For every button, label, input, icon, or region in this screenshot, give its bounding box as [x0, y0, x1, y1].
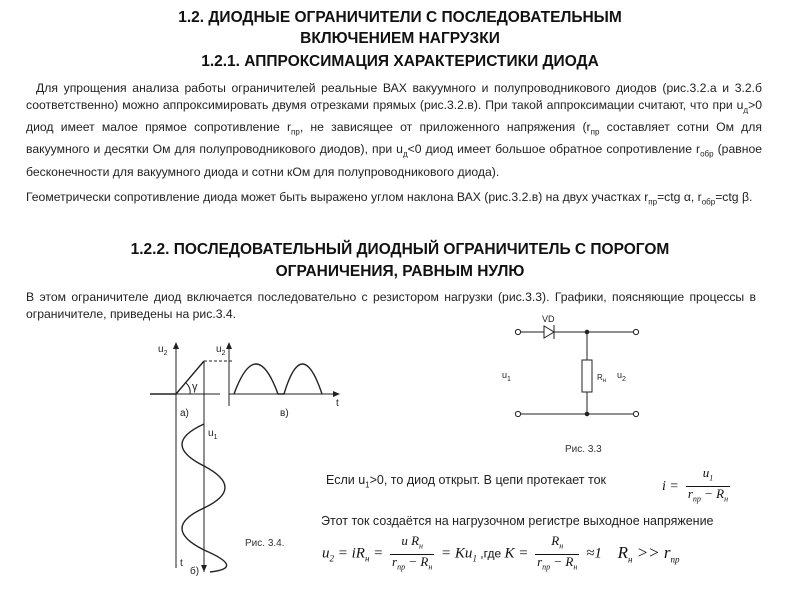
graph-a-label: а)	[180, 408, 189, 419]
circuit-input-label: $u_1$	[502, 370, 511, 383]
junction-bottom	[585, 412, 589, 416]
figure-3-4-caption: Рис. 3.4.	[245, 538, 285, 549]
graph-v-output-wave	[234, 364, 322, 394]
graph-v-time-label: t	[336, 398, 339, 409]
p1-sub-0: д	[743, 105, 749, 115]
diode-vd-icon	[544, 326, 554, 338]
current-lhs: i =	[662, 478, 679, 494]
p1-sub-4: обр	[700, 149, 714, 159]
p1-sub-2: пр	[590, 127, 600, 137]
section2-title-line1: 1.2.2. ПОСЛЕДОВАТЕЛЬНЫЙ ДИОДНЫЙ ОГРАНИЧИТЕЛЬ С ПОРОГОМ	[130, 241, 670, 258]
p1-text-2: , не зависящее от приложенного напряжения (r	[299, 120, 591, 135]
junction-top	[585, 330, 589, 334]
graph-b-time-label: t	[180, 558, 183, 569]
p1-sub-3: д	[402, 149, 408, 159]
p2-text-0: Геометрически сопротивление диода может быть выражено углом наклона ВАХ (рис.3.2.в) на двух участках r	[26, 190, 649, 204]
p1-sub-1: пр	[291, 127, 300, 137]
page-title-line1: 1.2. ДИОДНЫЕ ОГРАНИЧИТЕЛИ С ПОСЛЕДОВАТЕЛЬНЫМ	[178, 9, 622, 26]
output-fraction: $\frac{u R_н}{r_{пр} - R_н}$	[392, 533, 433, 572]
page-title-line2: ВКЛЮЧЕНИЕМ НАГРУЗКИ	[300, 30, 500, 47]
output-terminal-bottom	[633, 411, 638, 416]
graph-a-axis-label: $u_2$	[158, 344, 168, 357]
output-voltage-equation: $u_2 = iR_н$ = $\frac{u R_н}{r_{пр} - R_н}$ = $Ku_1$ ,где K = $\frac{R_н}{r_{пр} - R_н}$ ≈1 $R_н >> r_{пр}$	[322, 534, 680, 574]
section2-title-line2: ОГРАНИЧЕНИЯ, РАВНЫМ НУЛЮ	[275, 263, 525, 280]
input-terminal-bottom	[515, 411, 520, 416]
p2-text-1: =ctg α, r	[657, 190, 702, 204]
graph-left-axis-arrow	[173, 342, 179, 349]
resistor-label: $R_н$	[597, 373, 607, 384]
figure-3-3-caption: Рис. 3.3	[565, 444, 602, 455]
resistor-rn-icon	[582, 360, 592, 392]
section1-paragraph1	[26, 80, 762, 180]
gamma-arc	[186, 383, 190, 394]
section1-title: 1.2.1. АППРОКСИМАЦИЯ ХАРАКТЕРИСТИКИ ДИОДА	[201, 53, 599, 70]
output-terminal-top	[633, 329, 638, 334]
section2-paragraph: В этом ограничителе диод включается последовательно с резистором нагрузки (рис.3.3). Графики, поясняющие процессы в ограничителе, приведены на рис.3.4.	[26, 290, 756, 321]
circuit-output-label: $u_2$	[617, 370, 626, 383]
p1-text-3: составляет сотни Ом для вакуумного и десятки Ом для полупроводникового диодов), при u	[26, 120, 762, 157]
graph-v-label: в)	[280, 408, 289, 419]
limiter-circuit	[496, 312, 646, 442]
diode-label: VD	[542, 314, 555, 324]
gain-fraction: $\frac{R_н}{r_{пр} - R_н}$	[537, 533, 578, 572]
p1-text-4: <0 диод имеет большое обратное сопротивление r	[407, 142, 701, 157]
graph-b-axis-label: $u_1$	[208, 428, 218, 441]
gamma-label: γ	[192, 381, 198, 393]
diode-open-note: Если $u_1>0$, то диод открыт. В цепи протекает ток	[326, 473, 607, 490]
graph-v-axis-arrow	[226, 342, 232, 349]
graph-v-time-arrow	[333, 391, 340, 397]
output-voltage-note: Этот ток создаётся на нагрузочном регистре выходное напряжение	[321, 514, 714, 528]
p2-text-2: =ctg β.	[715, 190, 753, 204]
current-equation	[662, 466, 733, 506]
p1-text-1: >0 диод имеет малое прямое сопротивление r	[26, 97, 762, 135]
condition-equation: $R_н >> r_{пр}$	[617, 542, 680, 564]
graph-b-label: б)	[190, 566, 200, 576]
current-fraction: $\frac{u_1}{r_{пр} - R_н}$	[687, 465, 729, 504]
graph-v-axis-label: $u_2$	[216, 344, 226, 357]
p1-text-5: (равное бесконечности для вакуумного диода и сотни кОм для полупроводникового диода).	[26, 142, 762, 179]
section1-paragraph2	[26, 189, 762, 211]
p2-sub-1: обр	[701, 197, 716, 207]
p1-text-0: Для упрощения анализа работы ограничителей реальные ВАХ вакуумного и полупроводникового диодов (рис.3.2.а и 3.2.б соответственно) можно аппроксимировать двумя отрезками прямых (рис.3.2.в). При такой аппроксимации считают, что при u	[26, 81, 762, 112]
p2-sub-0: пр	[648, 197, 658, 207]
input-terminal-top	[515, 329, 520, 334]
